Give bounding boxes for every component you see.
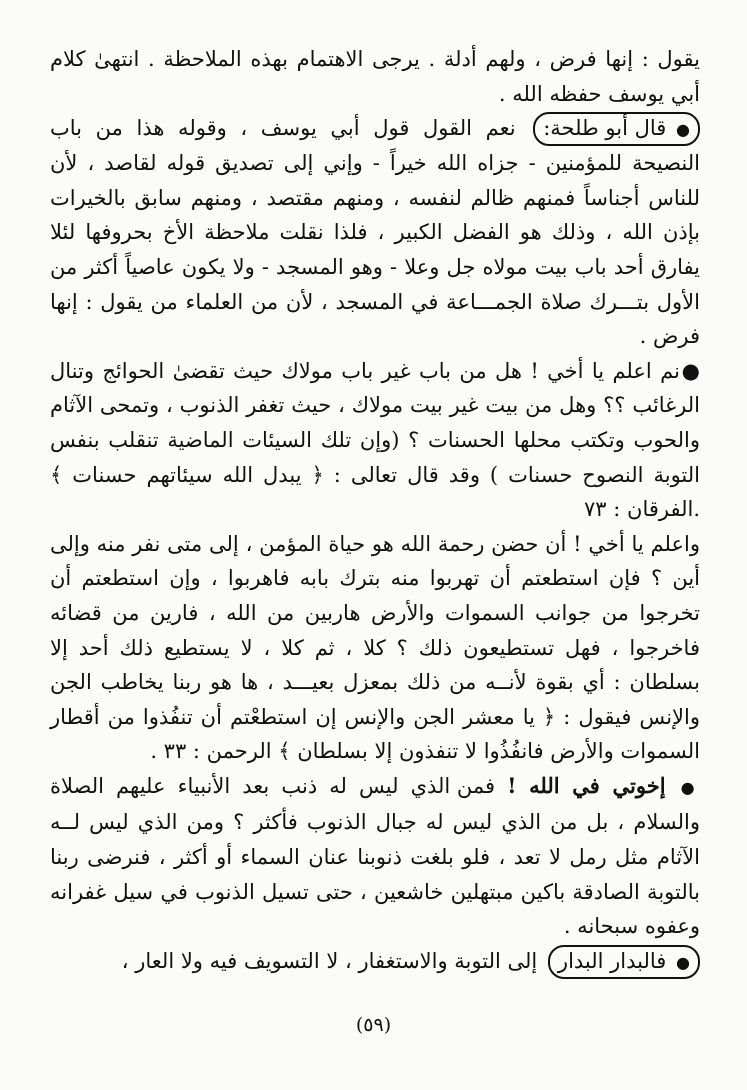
paragraph-4-text: واعلم يا أخي ! أن حضن رحمة الله هو حياة المؤمن ، إلى متى نفر منه وإلى أين ؟ فإن استطعتم أن تهربوا منه بترك بابه فاهربوا ، وإن استطعتم أن تخرجوا من جوانب السموات والأرض هاربين من الله ، فارين من قضائه فاخرجوا ، فهل تستطيعون ذلك ؟ كلا ، ثم كلا ، لا يستطيع ذلك أحد إلا بسلطان : أي بقوة لأنــه من ذلك بمعزل بعيـــد ، ها هو ربنا يخاطب الجن والإنس فيقول : ﴿ يا معشر الجن والإنس إن استطعْتم أن تنفُذوا من أقطار السموات والأرض فانفُذُوا لا تنفذون إلا بسلطان ﴾ الرحمن : ٣٣ . xyxy=(50,531,700,764)
abu-talha-heading: ● قال أبو طلحة: xyxy=(533,112,700,146)
paragraph-2 xyxy=(50,111,700,354)
paragraph-2-text: نعم القول قول أبي يوسف ، وقوله هذا من باب النصيحة للمؤمنين - جزاه الله خيراً - وإني إلى تصديق قوله لقاصد ، لأن للناس أجناساً فمنهم ظالم لنفسه ، ومنهم مقتصد ، ومنهم سابق بالخيرات بإذن الله ، وذلك هو الفضل الكبير ، فلذا نقلت ملاحظة الأخ بحروفها لئلا يفارق أحد باب بيت مولاه جل وعلا - وهو المسجد - ولا يكون عاصياً أكثر من الأول بتـــرك صلاة الجمـــاعة في المسجد ، لأن من العلماء من يقول : إنها فرض . xyxy=(50,116,700,349)
paragraph-4 xyxy=(50,527,700,769)
paragraph-6-text: إلى التوبة والاستغفار ، لا التسويف فيه ولا العار ، xyxy=(121,948,538,973)
haste-heading: ● فالبدار البدار xyxy=(548,945,700,979)
paragraph-5 xyxy=(50,769,700,944)
paragraph-3 xyxy=(50,354,700,527)
paragraph-5-text: فمن الذي ليس له ذنب بعد الأنبياء عليهم الصلاة والسلام ، بل من الذي ليس له جبال الذنوب فأكثر ؟ ومن الذي ليس لــه الآثام مثل رمل لا تعد ، فلو بلغت ذنوبنا عنان السماء أو أكثر ، فنرضى ربنا بالتوبة الصادقة باكين مبتهلين خاشعين ، حتى تسيل الذنوب في سيل غفرانه وعفوه سبحانه . xyxy=(50,773,700,939)
bullet-icon: ● xyxy=(676,952,690,972)
brothers-heading: إخوتي في الله ! xyxy=(507,772,666,798)
paragraph-3-text: ●نم اعلم يا أخي ! هل من باب غير باب مولاك حيث تقضىٰ الحوائج وتنال الرغائب ؟؟ وهل من بيت غير بيت مولاك ، حيث تغفر الذنوب ، وتمحى الآثام والحوب وتكتب محلها الحسنات ؟ (وإن تلك السيئات الماضية تنقلب بنفس التوبة النصوح حسنات ) وقد قال تعالى : ﴿ يبدل الله سيئاتهم حسنات ﴾ .الفرقان : ٧٣ xyxy=(50,358,700,522)
bullet-icon: ● xyxy=(676,120,690,140)
paragraph-1-text: يقول : إنها فرض ، ولهم أدلة . يرجى الاهتمام بهذه الملاحظة . انتهىٰ كلام أبي يوسف حفظه الله . xyxy=(50,47,700,106)
page-body xyxy=(50,42,700,979)
paragraph-1 xyxy=(50,42,700,111)
bullet-icon: ● xyxy=(680,777,700,797)
page-number: (٥٩) xyxy=(355,1014,392,1036)
paragraph-6 xyxy=(50,944,700,979)
